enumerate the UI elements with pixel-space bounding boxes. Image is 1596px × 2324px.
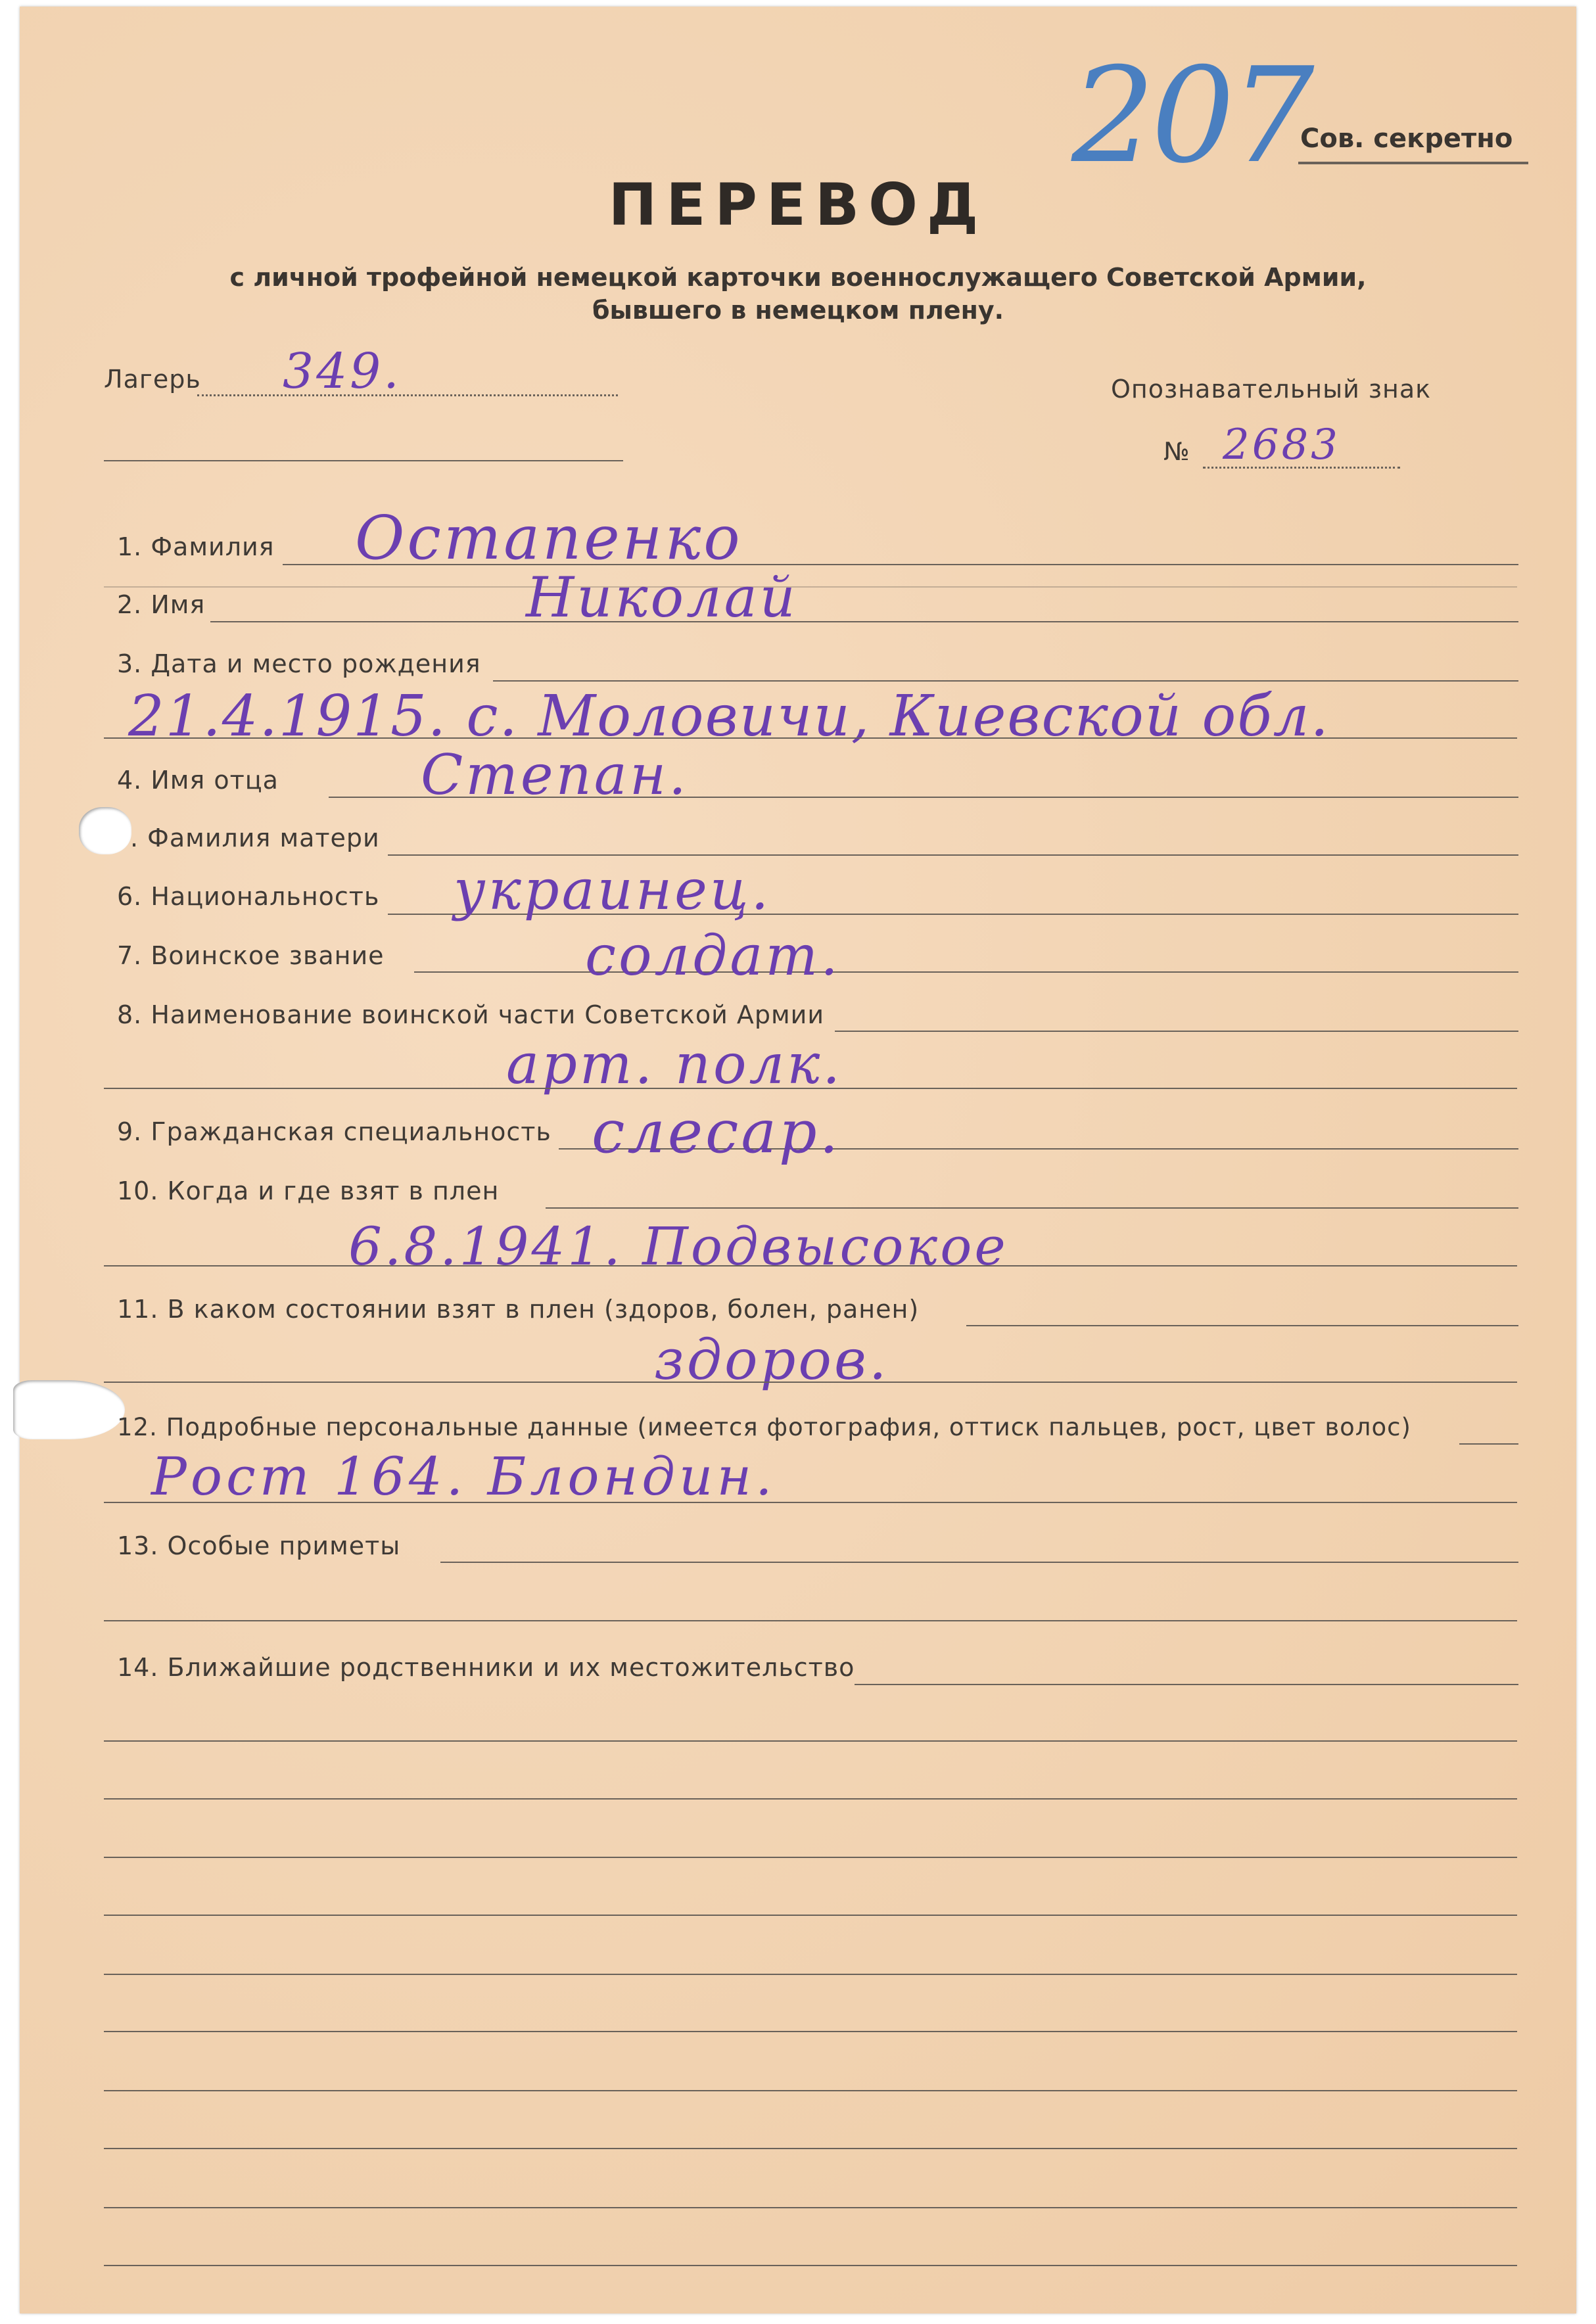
field-12-extra-line <box>104 1502 1517 1503</box>
field-9-value: слесар. <box>592 1098 841 1167</box>
field-14-extra-line-10 <box>104 2265 1517 2266</box>
id-tag-label: Опознавательный знак <box>1111 375 1432 404</box>
subtitle-line-2: бывшего в немецком плену. <box>592 296 1004 325</box>
field-14-extra-line-2 <box>104 1798 1517 1800</box>
field-11-value: здоров. <box>654 1328 889 1392</box>
field-11-line <box>966 1325 1518 1326</box>
camp-line <box>197 394 618 396</box>
field-4-value: Степан. <box>421 743 689 807</box>
field-14-extra-line-5 <box>104 1974 1517 1975</box>
field-14-extra-line-7 <box>104 2090 1517 2091</box>
field-3-label: 3. Дата и место рождения <box>117 649 481 678</box>
field-8-label: 8. Наименование воинской части Советской Армии <box>117 1000 825 1029</box>
subtitle-line-1: с личной трофейной немецкой карточки военнослужащего Советской Армии, <box>229 263 1367 292</box>
field-1-value: Остапенко <box>355 503 743 573</box>
camp-label: Лагерь <box>104 365 201 394</box>
field-3-value: 21.4.1915. с. Моловичи, Киевской обл. <box>128 684 1330 749</box>
field-14-line <box>855 1684 1518 1685</box>
field-10-label: 10. Когда и где взят в плен <box>117 1176 500 1205</box>
field-13-label: 13. Особые приметы <box>117 1531 401 1560</box>
field-14-extra-line-4 <box>104 1915 1517 1916</box>
field-10-value: 6.8.1941. Подвысокое <box>348 1216 1008 1277</box>
page-title: ПЕРЕВОД <box>608 171 988 239</box>
field-9-label: 9. Гражданская специальность <box>117 1117 552 1146</box>
field-5-line <box>388 854 1518 856</box>
field-14-extra-line-9 <box>104 2207 1517 2208</box>
id-tag-value: 2683 <box>1223 421 1340 469</box>
field-4-label: 4. Имя отца <box>117 766 279 795</box>
field-3-extra-line <box>104 737 1517 739</box>
field-12-label: 12. Подробные персональные данные (имеется фотография, оттиск пальцев, рост, цвет волос) <box>117 1413 1411 1441</box>
field-14-extra-line-8 <box>104 2148 1517 2149</box>
field-2-value: Николай <box>526 565 798 630</box>
field-14-extra-line-1 <box>104 1740 1517 1742</box>
field-6-label: 6. Национальность <box>117 882 380 911</box>
document-number: 207 <box>1071 39 1311 193</box>
secrecy-underline <box>1298 162 1528 164</box>
field-14-extra-line-3 <box>104 1857 1517 1858</box>
secrecy-stamp: Сов. секретно <box>1300 124 1513 154</box>
camp-extra-line <box>104 460 623 461</box>
field-13-line <box>440 1562 1518 1563</box>
field-11-extra-line <box>104 1382 1517 1383</box>
field-8-extra-line <box>104 1088 1517 1089</box>
field-2-label: 2. Имя <box>117 590 206 619</box>
field-13-extra-line <box>104 1620 1517 1621</box>
field-14-label: 14. Ближайшие родственники и их местожительство <box>117 1653 855 1682</box>
field-1-extra-line <box>104 586 1517 588</box>
field-1-label: 1. Фамилия <box>117 532 275 561</box>
field-7-line <box>414 971 1518 973</box>
field-10-line <box>546 1207 1518 1209</box>
field-12-value: Рост 164. Блондин. <box>151 1446 776 1507</box>
field-6-value: украинец. <box>454 858 772 922</box>
field-7-label: 7. Воинское звание <box>117 941 385 970</box>
field-5-label: . Фамилия матери <box>130 824 380 852</box>
id-tag-no-label: № <box>1163 437 1190 466</box>
field-8-value: арт. полк. <box>506 1032 843 1096</box>
torn-hole-icon <box>13 1380 125 1439</box>
field-14-extra-line-6 <box>104 2031 1517 2032</box>
punch-hole-icon <box>79 807 131 854</box>
field-2-line <box>210 621 1518 622</box>
document-sheet <box>20 7 1576 2313</box>
field-8-line <box>835 1031 1518 1032</box>
field-12-line <box>1459 1443 1518 1445</box>
field-11-label: 11. В каком состоянии взят в плен (здоров, болен, ранен) <box>117 1295 920 1324</box>
field-3-line <box>493 680 1518 682</box>
field-7-value: солдат. <box>585 923 841 988</box>
camp-value: 349. <box>283 343 402 400</box>
field-10-extra-line <box>104 1265 1517 1267</box>
